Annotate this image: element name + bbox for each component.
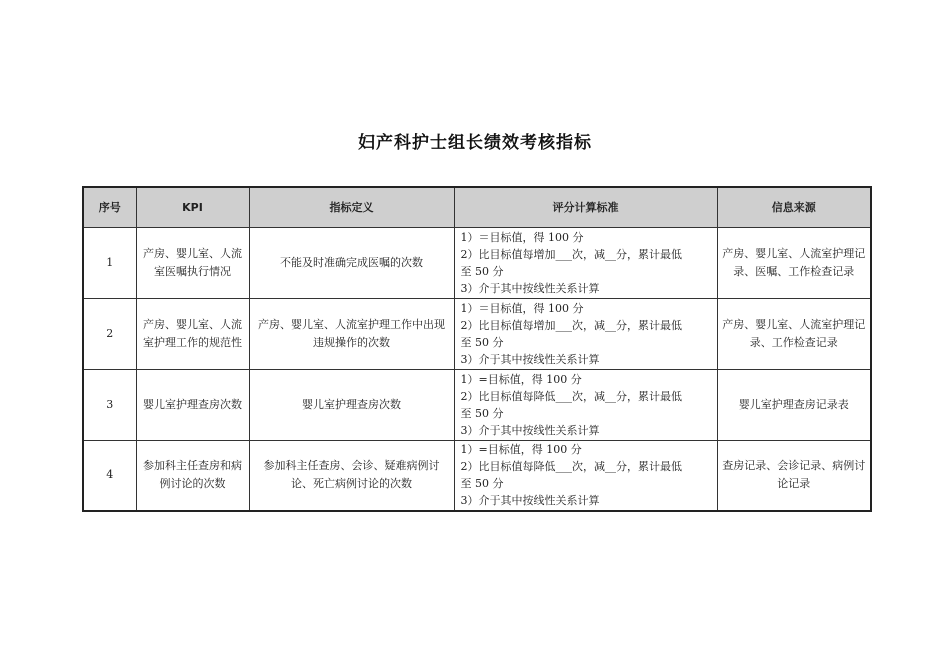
criteria-line: 3）介于其中按线性关系计算 xyxy=(460,281,600,295)
criteria-line: 1）=目标值，得 100 分 xyxy=(460,372,582,386)
row-kpi: 婴儿室护理查房次数 xyxy=(136,369,249,440)
criteria-line: 2）比目标值每增加___次，减__分，累计最低 xyxy=(460,247,682,261)
criteria-line: 至 50 分 xyxy=(460,264,504,278)
criteria-line: 2）比目标值每降低___次，减__分，累计最低 xyxy=(460,389,682,403)
row-kpi: 产房、婴儿室、人流室护理工作的规范性 xyxy=(136,298,249,369)
row-definition: 产房、婴儿室、人流室护理工作中出现违规操作的次数 xyxy=(249,298,454,369)
table-row xyxy=(83,369,871,440)
header-kpi: KPI xyxy=(136,187,249,227)
criteria-line: 至 50 分 xyxy=(460,335,504,349)
header-definition: 指标定义 xyxy=(249,187,454,227)
table-row xyxy=(83,440,871,511)
row-criteria xyxy=(454,227,717,298)
row-source: 婴儿室护理查房记录表 xyxy=(717,369,871,440)
row-index: 4 xyxy=(83,440,136,511)
criteria-line: 1）=目标值，得 100 分 xyxy=(460,443,582,457)
row-source: 查房记录、会诊记录、病例讨论记录 xyxy=(717,440,871,511)
criteria-line: 2）比目标值每降低___次，减__分，累计最低 xyxy=(460,460,682,474)
kpi-table xyxy=(82,186,872,512)
criteria-line: 3）介于其中按线性关系计算 xyxy=(460,352,600,366)
page-title: 妇产科护士组长绩效考核指标 xyxy=(358,133,592,153)
row-criteria xyxy=(454,298,717,369)
criteria-line: 3）介于其中按线性关系计算 xyxy=(460,494,600,508)
criteria-line: 2）比目标值每增加___次，减__分，累计最低 xyxy=(460,318,682,332)
row-source: 产房、婴儿室、人流室护理记录、工作检查记录 xyxy=(717,298,871,369)
criteria-line: 至 50 分 xyxy=(460,477,504,491)
row-kpi: 产房、婴儿室、人流室医嘱执行情况 xyxy=(136,227,249,298)
row-index: 1 xyxy=(83,227,136,298)
criteria-line: 1）＝目标值，得 100 分 xyxy=(460,301,584,315)
row-definition: 不能及时准确完成医嘱的次数 xyxy=(249,227,454,298)
row-criteria xyxy=(454,440,717,511)
row-index: 2 xyxy=(83,298,136,369)
row-source: 产房、婴儿室、人流室护理记录、医嘱、工作检查记录 xyxy=(717,227,871,298)
table-row xyxy=(83,227,871,298)
row-definition: 婴儿室护理查房次数 xyxy=(249,369,454,440)
header-index: 序号 xyxy=(83,187,136,227)
table-header-row xyxy=(83,187,871,227)
row-definition: 参加科主任查房、会诊、疑难病例讨论、死亡病例讨论的次数 xyxy=(249,440,454,511)
header-criteria: 评分计算标准 xyxy=(454,187,717,227)
table-row xyxy=(83,298,871,369)
criteria-line: 3）介于其中按线性关系计算 xyxy=(460,423,600,437)
criteria-line: 至 50 分 xyxy=(460,406,504,420)
header-source: 信息来源 xyxy=(717,187,871,227)
row-index: 3 xyxy=(83,369,136,440)
row-kpi: 参加科主任查房和病例讨论的次数 xyxy=(136,440,249,511)
row-criteria xyxy=(454,369,717,440)
criteria-line: 1）＝目标值，得 100 分 xyxy=(460,230,584,244)
